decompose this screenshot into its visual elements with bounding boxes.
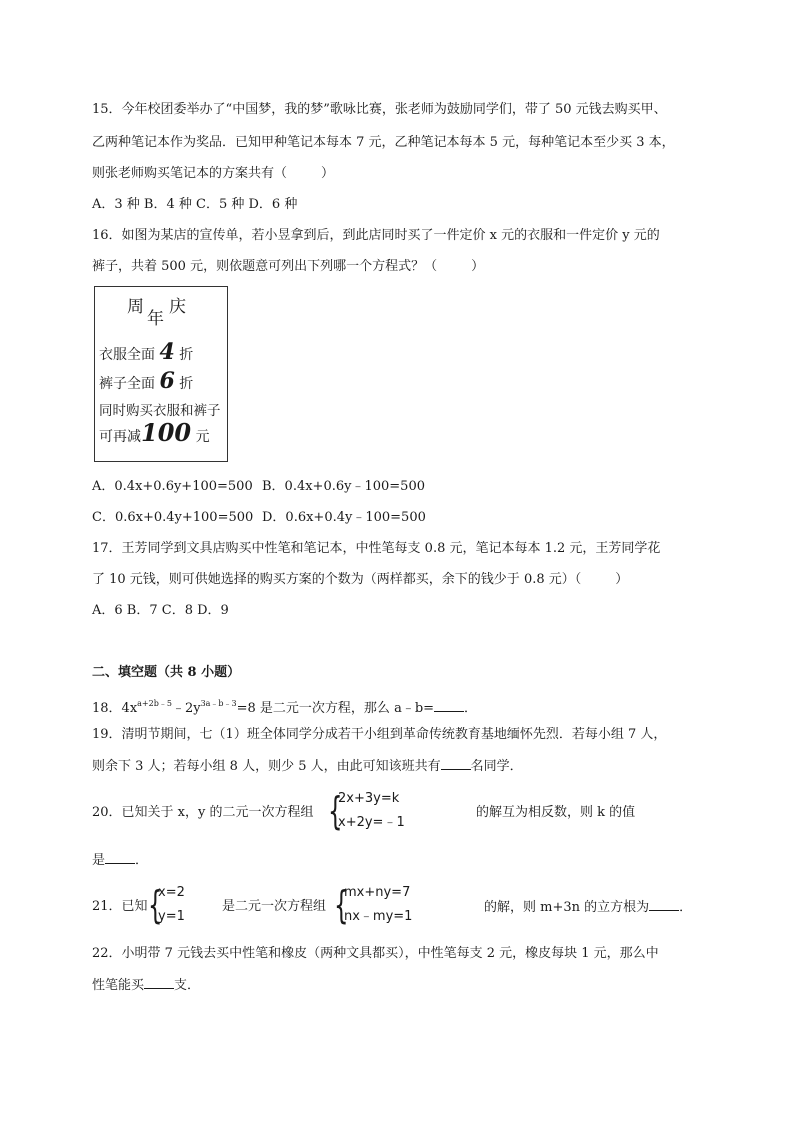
flyer-number: 6 bbox=[159, 368, 175, 394]
q15-line3-text: 则张老师购买笔记本的方案共有（ bbox=[92, 166, 288, 181]
q16-option-c: C．0.6x+0.4y+100=500 bbox=[92, 510, 254, 525]
q21-text: ． bbox=[679, 900, 693, 915]
q18-text: ﹣2y bbox=[171, 701, 201, 716]
q21-e1: mx+ny=7 bbox=[344, 885, 411, 900]
flyer-text: 折 bbox=[179, 376, 194, 392]
q21-intro: 21．已知 bbox=[92, 899, 148, 914]
flyer-text: 可再减 bbox=[99, 429, 141, 445]
answer-blank bbox=[441, 757, 471, 770]
flyer-row-pants bbox=[99, 368, 194, 394]
q18-line bbox=[92, 695, 477, 718]
sale-flyer bbox=[94, 286, 228, 462]
q19-line1: 19．清明节期间，七（1）班全体同学分成若干小组到革命传统教育基地缅怀先烈．若每小组 7 人， bbox=[92, 727, 667, 742]
q22-line2 bbox=[92, 976, 200, 995]
q16-line2 bbox=[92, 258, 484, 276]
q21-equation-system bbox=[334, 884, 434, 930]
q20-eq2: x+2y=﹣1 bbox=[338, 815, 405, 830]
q20-text: 是 bbox=[92, 853, 106, 868]
q15-line3 bbox=[92, 165, 334, 183]
q20-eq1: 2x+3y=k bbox=[338, 791, 400, 806]
flyer-row-clothes bbox=[99, 339, 194, 365]
flyer-text: 裤子全面 bbox=[99, 376, 155, 392]
q20-line2 bbox=[92, 851, 148, 870]
q20-text: ． bbox=[135, 853, 149, 868]
q18-exponent-1: a+2b﹣5 bbox=[137, 699, 172, 708]
brace-icon: { bbox=[148, 883, 163, 927]
flyer-text: 折 bbox=[179, 347, 194, 363]
flyer-row-discount bbox=[99, 418, 210, 447]
q16-option-d: D．0.6x+0.4y﹣100=500 bbox=[262, 510, 426, 525]
q21-e2: nx﹣my=1 bbox=[344, 909, 413, 924]
q21-s2: y=1 bbox=[158, 909, 185, 924]
answer-blank bbox=[105, 851, 135, 864]
flyer-text: 元 bbox=[195, 429, 210, 445]
answer-blank bbox=[434, 699, 464, 712]
flyer-number: 100 bbox=[141, 418, 192, 447]
q19-text: 名同学． bbox=[470, 759, 523, 774]
q18-text: =8 是二元一次方程，那么 a﹣b= bbox=[236, 701, 435, 716]
flyer-text: 衣服全面 bbox=[99, 347, 155, 363]
q19-text: 则余下 3 人；若每小组 8 人，则少 5 人，由此可知该班共有 bbox=[92, 759, 441, 774]
q21-text: 的解，则 m+3n 的立方根为 bbox=[484, 900, 650, 915]
q20-tail: 的解互为相反数，则 k 的值 bbox=[476, 805, 636, 820]
q21-s1: x=2 bbox=[158, 885, 185, 900]
flyer-char-nian: 年 bbox=[147, 309, 164, 329]
q21-mid: 是二元一次方程组 bbox=[222, 899, 327, 914]
q22-text: 性笔能买 bbox=[92, 978, 145, 993]
q22-text: 支． bbox=[174, 978, 201, 993]
flyer-row-both: 同时购买衣服和裤子 bbox=[99, 403, 221, 419]
q18-text: ． bbox=[464, 701, 478, 716]
q17-line2 bbox=[92, 571, 628, 589]
q17-options: A．6 B．7 C．8 D．9 bbox=[92, 603, 229, 618]
flyer-char-zhou: 周 bbox=[127, 297, 144, 317]
q17-line2-end: ） bbox=[615, 572, 629, 587]
q21-solution-system bbox=[148, 884, 208, 930]
q15-line3-end: ） bbox=[321, 166, 335, 181]
q19-line2 bbox=[92, 757, 523, 776]
q16-option-a: A．0.4x+0.6y+100=500 bbox=[92, 479, 253, 494]
section-heading: 二、填空题（共 8 小题） bbox=[92, 665, 241, 680]
answer-blank bbox=[144, 976, 174, 989]
flyer-char-qing: 庆 bbox=[169, 297, 186, 317]
q22-line1: 22．小明带 7 元钱去买中性笔和橡皮（两种文具都买），中性笔每支 2 元，橡皮每块 1 元，那么中 bbox=[92, 946, 659, 961]
q17-line1: 17．王芳同学到文具店购买中性笔和笔记本，中性笔每支 0.8 元，笔记本每本 1.2 元，王芳同学花 bbox=[92, 541, 661, 556]
q15-line2: 乙两种笔记本作为奖品．已知甲种笔记本每本 7 元，乙种笔记本每本 5 元，每种笔记本至少买 3 本， bbox=[92, 135, 675, 150]
q16-line2-text: 裤子，共着 500 元，则依题意可列出下列哪一个方程式？（ bbox=[92, 259, 438, 274]
q16-line2-end: ） bbox=[471, 259, 485, 274]
q20-intro: 20．已知关于 x，y 的二元一次方程组 bbox=[92, 805, 314, 820]
flyer-number: 4 bbox=[159, 339, 175, 365]
brace-icon: { bbox=[328, 789, 343, 833]
q21-tail bbox=[484, 898, 692, 917]
answer-blank bbox=[649, 898, 679, 911]
q18-text: 18．4x bbox=[92, 701, 138, 716]
q16-line1: 16．如图为某店的宣传单，若小昱拿到后，到此店同时买了一件定价 x 元的衣服和一件定价 y 元的 bbox=[92, 228, 660, 243]
q15-options: A．3 种 B．4 种 C．5 种 D．6 种 bbox=[92, 197, 298, 212]
q15-line1: 15．今年校团委举办了“中国梦，我的梦”歌咏比赛，张老师为鼓励同学们，带了 50 元钱去购买甲、 bbox=[92, 102, 667, 117]
q18-exponent-2: 3a﹣b﹣3 bbox=[200, 699, 237, 708]
q17-line2-text: 了 10 元钱，则可供她选择的购买方案的个数为（两样都买，余下的钱少于 0.8 元）（ bbox=[92, 572, 582, 587]
brace-icon: { bbox=[334, 883, 349, 927]
q16-option-b: B．0.4x+0.6y﹣100=500 bbox=[262, 479, 425, 494]
q20-equation-system bbox=[328, 790, 428, 836]
